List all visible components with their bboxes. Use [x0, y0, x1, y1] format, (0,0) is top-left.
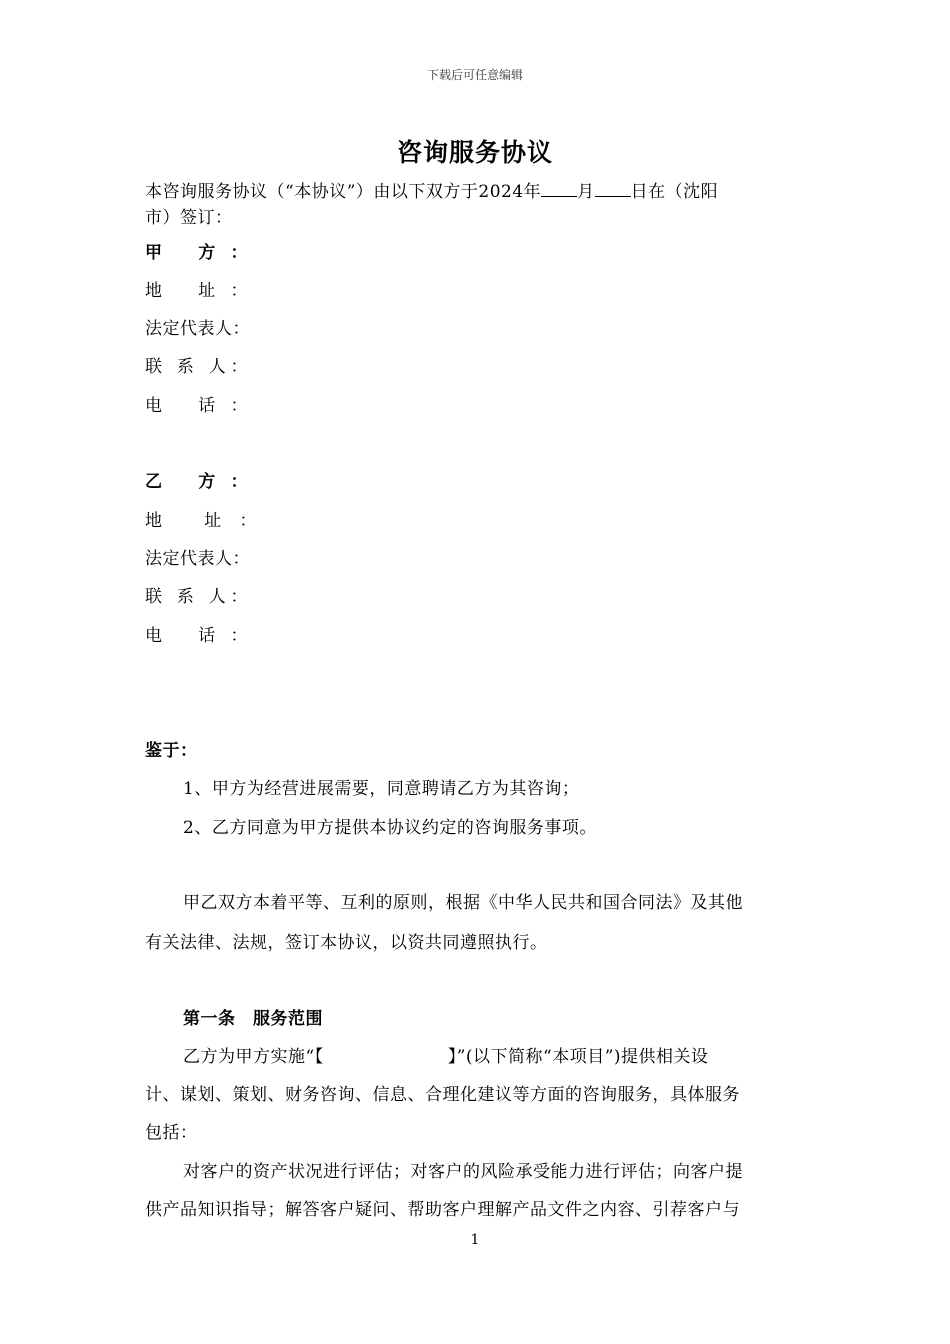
party-b-phone: 电 话：: [145, 626, 248, 646]
party-b-address: 地 址：: [145, 511, 257, 531]
party-a-contact: 联 系 人：: [145, 357, 248, 377]
party-a-address: 地 址：: [145, 281, 248, 301]
party-b-label: [145, 467, 248, 492]
header-note: 下载后可任意编辑: [426, 68, 523, 82]
intro-text-b: 日在（沈阳: [630, 182, 719, 202]
party-b-legal-rep: 法定代表人：: [145, 549, 250, 569]
whereas-item-1: 1、甲方为经营进展需要，同意聘请乙方为其咨询；: [183, 779, 580, 799]
intro-text-a: 本咨询服务协议（“本协议”）由以下双方于2024年: [145, 182, 542, 202]
page-number: 1: [470, 1232, 480, 1248]
article-1-p1-line-1: 乙方为甲方实施“【 】”(以下简称“本项目”)提供相关设: [183, 1047, 709, 1067]
day-blank-2: [595, 182, 631, 197]
whereas-heading: 鉴于：: [145, 741, 198, 761]
article-1-p2-line-2: 供产品知识指导；解答客户疑问、帮助客户理解产品文件之内容、引荐客户与: [145, 1200, 740, 1220]
party-a-phone: 电 话：: [145, 396, 248, 416]
party-a-label-text: 甲 方：: [145, 243, 248, 263]
principle-line-1: 甲乙双方本着平等、互利的原则，根据《中华人民共和国合同法》及其他: [183, 893, 743, 913]
party-a-label: [145, 238, 248, 263]
day-blank-1: [541, 182, 577, 197]
intro-line-2: 市）签订：: [145, 208, 233, 228]
party-b-label-text: 乙 方：: [145, 472, 248, 492]
party-a-legal-rep: 法定代表人：: [145, 319, 250, 339]
party-b-contact: 联 系 人：: [145, 587, 248, 607]
article-1-p1-line-2: 计、谋划、策划、财务咨询、信息、合理化建议等方面的咨询服务，具体服务: [145, 1085, 740, 1105]
article-1-heading: 第一条 服务范围: [183, 1009, 323, 1029]
intro-line-1: [145, 177, 718, 202]
article-1-p2-line-1: 对客户的资产状况进行评估；对客户的风险承受能力进行评估；向客户提: [183, 1162, 743, 1182]
whereas-item-2: 2、乙方同意为甲方提供本协议约定的咨询服务事项。: [183, 818, 597, 838]
intro-month: 月: [577, 182, 595, 202]
principle-line-2: 有关法律、法规，签订本协议，以资共同遵照执行。: [145, 933, 548, 953]
document-title: 咨询服务协议: [396, 138, 553, 167]
article-1-p1-line-3: 包括：: [145, 1123, 198, 1143]
